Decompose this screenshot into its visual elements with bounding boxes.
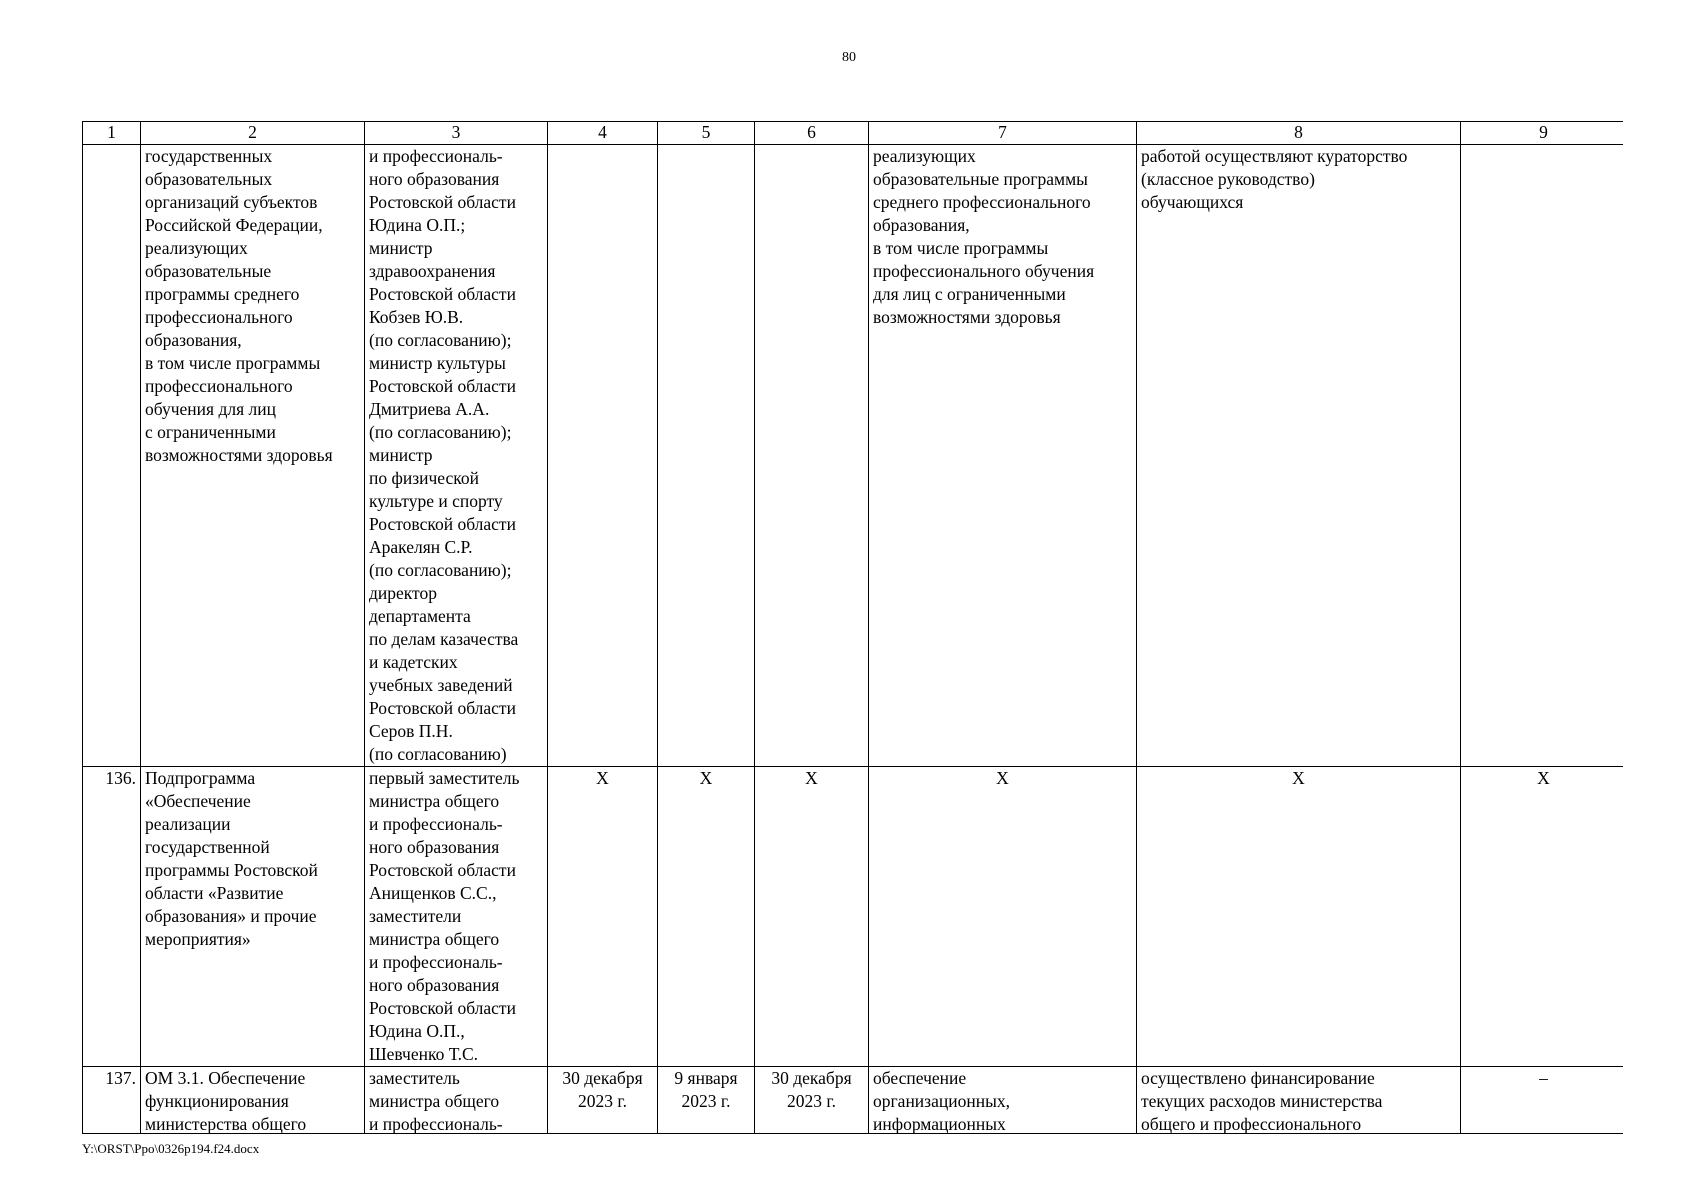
column-number: 4 <box>548 122 658 145</box>
actual-end-cell: 30 декабря 2023 г. <box>755 1067 869 1135</box>
responsible-cell: и профессиональ- ного образования Ростовской области Юдина О.П.; министр здравоохранения Ростовской области Кобзев Ю.В. (по согласованию); министр культуры Ростовской области Дмитриева А.А. (по согласованию); министр по физической культуре и спорту Ростовской области Аракелян С.Р. (по согласованию); директор департамента по делам казачества и кадетских учебных заведений Ростовской области Серов П.Н. (по согласованию) <box>365 145 548 767</box>
measure-name-cell: ОМ 3.1. Обеспечение функционирования министерства общего <box>141 1067 365 1135</box>
column-number: 1 <box>83 122 141 145</box>
page-number: 80 <box>842 50 856 65</box>
column-number: 8 <box>1137 122 1461 145</box>
actual-result-cell: Х <box>1137 767 1461 1067</box>
row-number-cell: 136. <box>83 767 141 1067</box>
footer-file-path: Y:\ORST\Ppo\0326p194.f24.docx <box>82 1141 260 1156</box>
planned-result-cell: реализующих образовательные программы среднего профессионального образования, в том числе программы профессионального обучения для лиц с ограниченными возможностями здоровья <box>869 145 1137 767</box>
actual-end-cell <box>755 145 869 767</box>
planned-end-cell: Х <box>548 767 658 1067</box>
responsible-cell: заместитель министра общего и профессиональ- <box>365 1067 548 1135</box>
measure-name-cell: Подпрограмма «Обеспечение реализации государственной программы Ростовской области «Развитие образования» и прочие мероприятия» <box>141 767 365 1067</box>
reason-cell <box>1461 145 1624 767</box>
table-row <box>83 1067 1624 1135</box>
column-number: 7 <box>869 122 1137 145</box>
actual-result-cell: работой осуществляют кураторство (классное руководство) обучающихся <box>1137 145 1461 767</box>
column-number: 5 <box>658 122 755 145</box>
column-number: 9 <box>1461 122 1624 145</box>
planned-result-cell: Х <box>869 767 1137 1067</box>
measures-table <box>82 121 1623 1134</box>
actual-end-cell: Х <box>755 767 869 1067</box>
reason-cell: Х <box>1461 767 1624 1067</box>
column-number: 3 <box>365 122 548 145</box>
column-number-row <box>83 122 1624 145</box>
measure-name-cell: государственных образовательных организаций субъектов Российской Федерации, реализующих образовательные программы среднего профессионального образования, в том числе программы профессионального обучения для лиц с ограниченными возможностями здоровья <box>141 145 365 767</box>
actual-start-cell <box>658 145 755 767</box>
responsible-cell: первый заместитель министра общего и профессиональ- ного образования Ростовской области Анищенков С.С., заместители министра общего и профессиональ- ного образования Ростовской области Юдина О.П., Шевченко Т.С. <box>365 767 548 1067</box>
actual-start-cell: Х <box>658 767 755 1067</box>
table-row <box>83 145 1624 767</box>
planned-end-cell: 30 декабря 2023 г. <box>548 1067 658 1135</box>
planned-result-cell: обеспечение организационных, информационных <box>869 1067 1137 1135</box>
reason-cell: – <box>1461 1067 1624 1135</box>
row-number-cell: 137. <box>83 1067 141 1135</box>
row-number-cell <box>83 145 141 767</box>
column-number: 6 <box>755 122 869 145</box>
actual-result-cell: осуществлено финансирование текущих расходов министерства общего и профессионального <box>1137 1067 1461 1135</box>
actual-start-cell: 9 января 2023 г. <box>658 1067 755 1135</box>
table-container <box>82 121 1623 1134</box>
column-number: 2 <box>141 122 365 145</box>
planned-end-cell <box>548 145 658 767</box>
table-row <box>83 767 1624 1067</box>
